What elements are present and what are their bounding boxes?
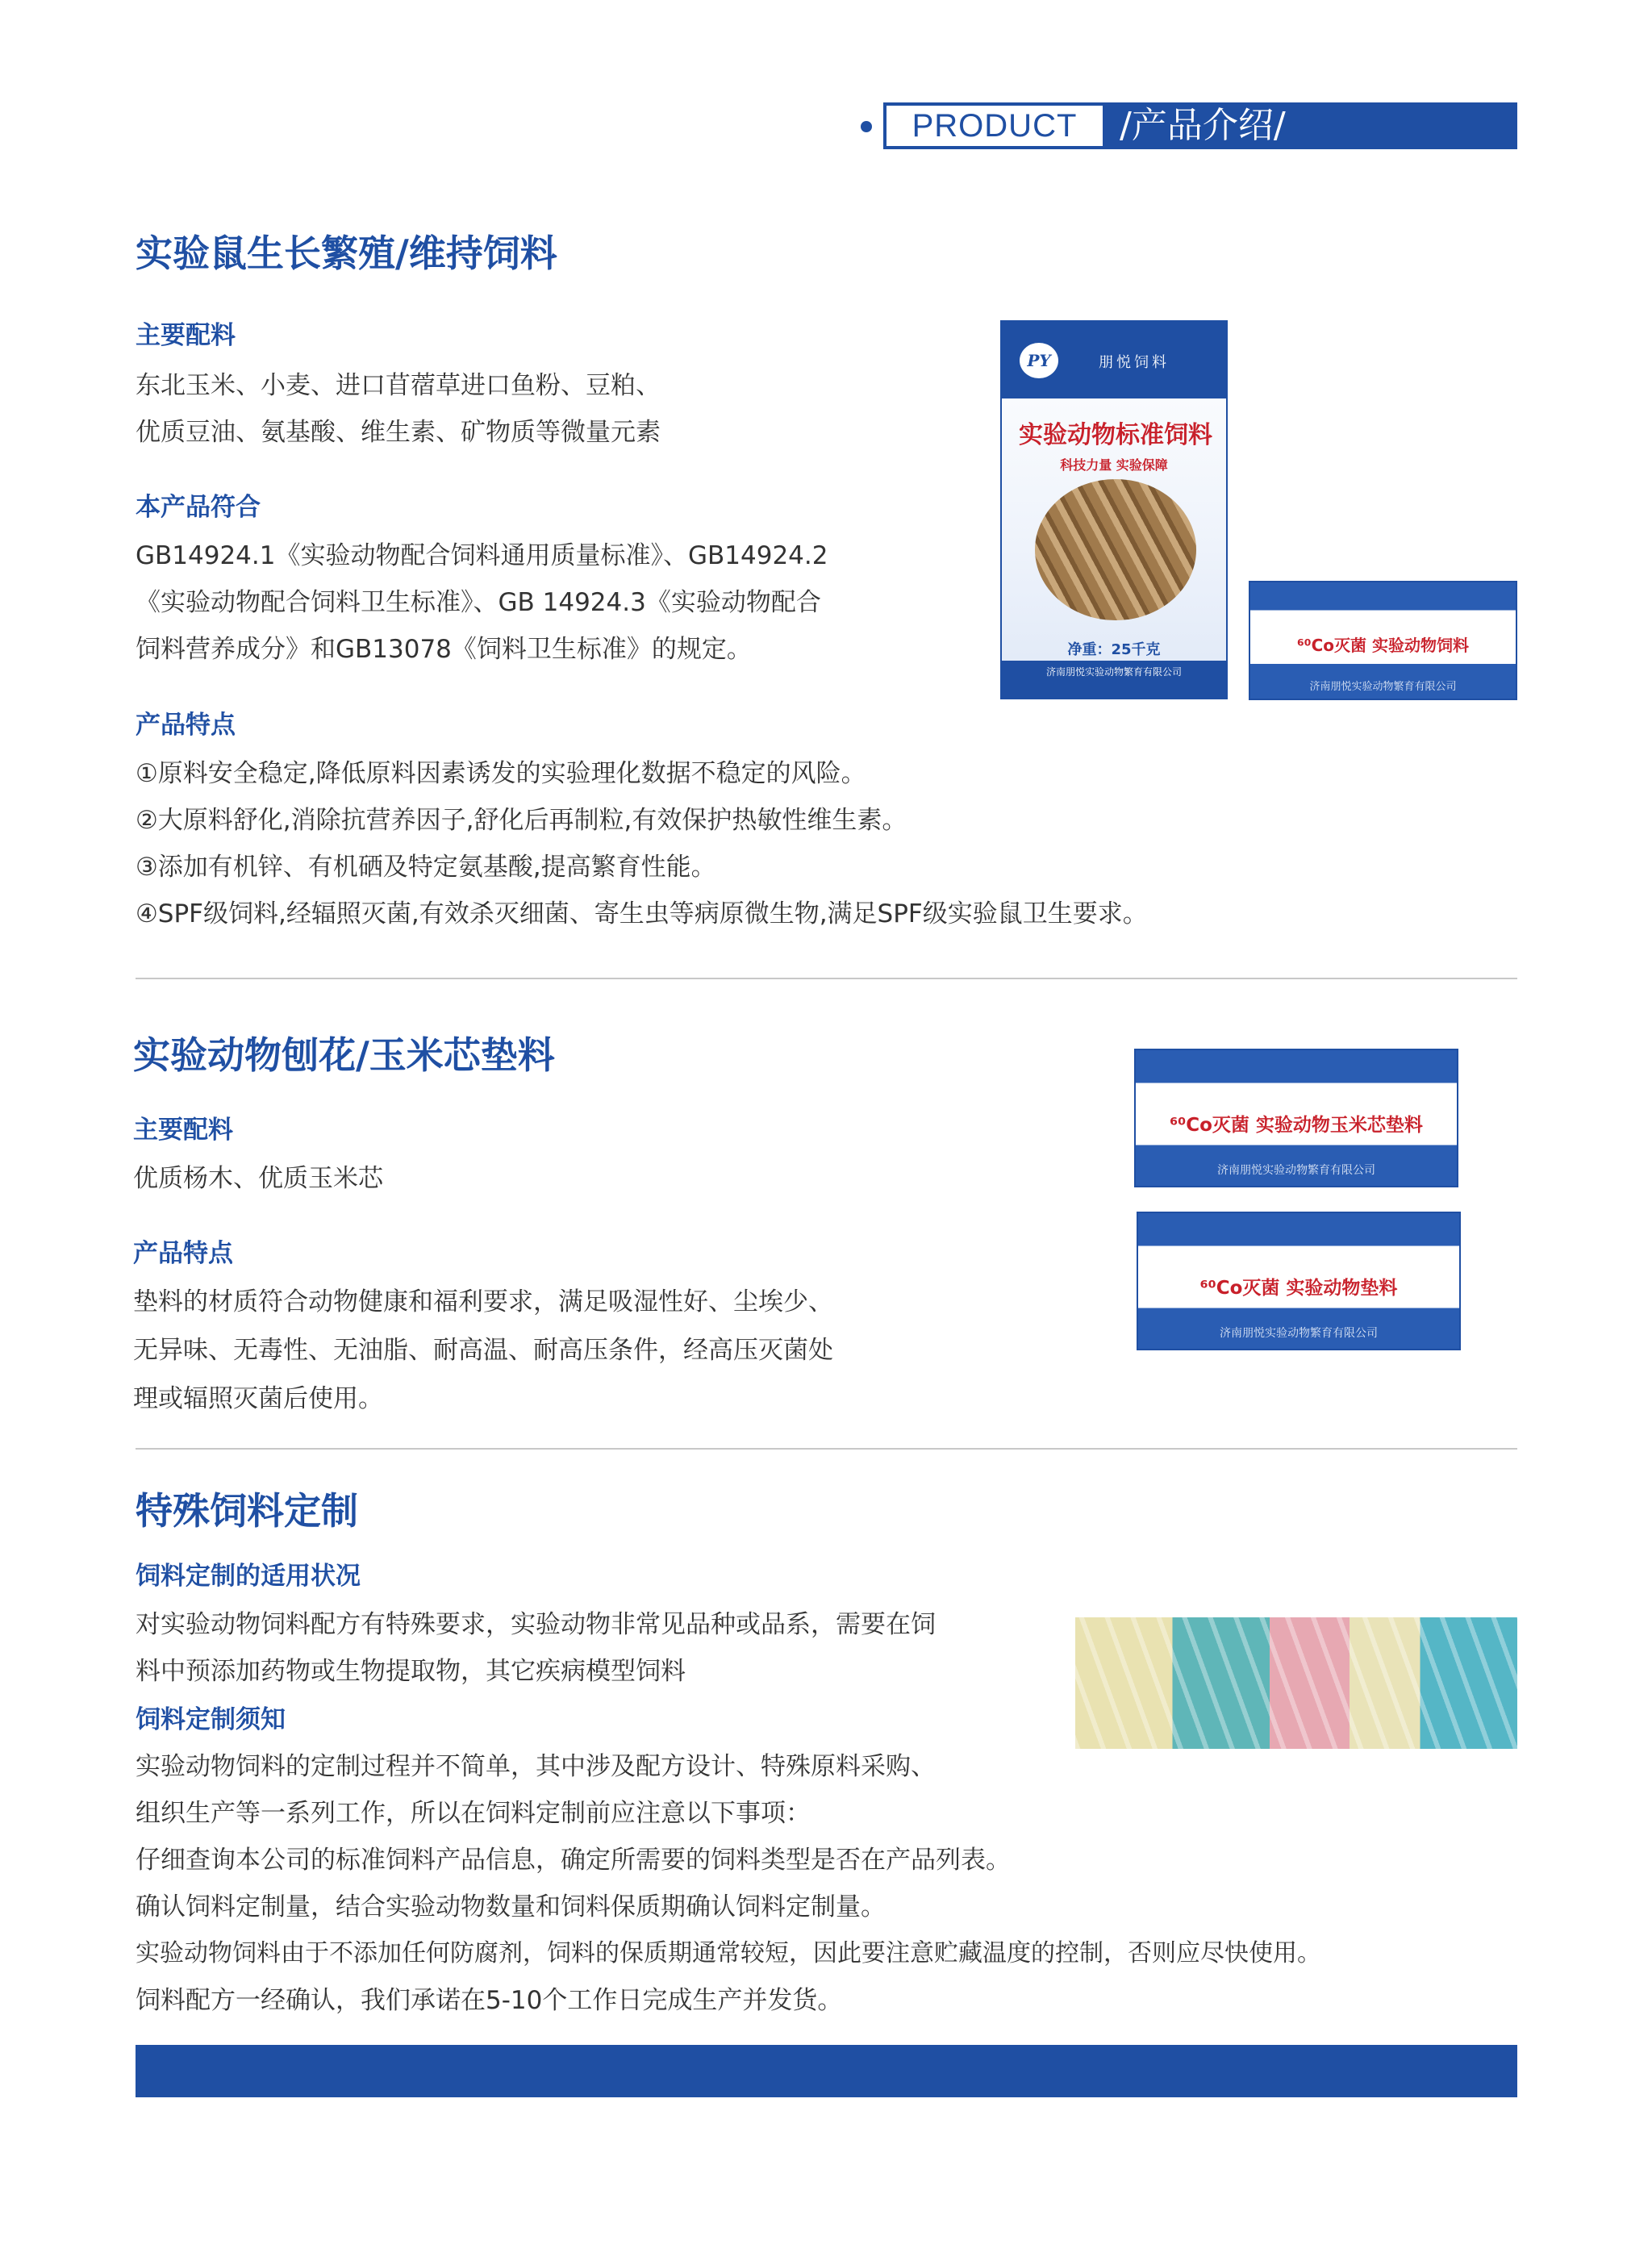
section1-standard-line: 《实验动物配合饲料卫生标准》、GB 14924.3《实验动物配合 (136, 588, 821, 617)
section-divider (136, 978, 1517, 979)
section3-notice-heading: 饲料定制须知 (136, 1705, 286, 1734)
box-label: ⁶⁰Co灭菌 实验动物玉米芯垫料 (1170, 1115, 1423, 1136)
bag-brand: 朋悦饲料 (1099, 354, 1170, 371)
box-company: 济南朋悦实验动物繁育有限公司 (1309, 681, 1457, 693)
section3-notice-line: 饲料配方一经确认，我们承诺在5-10个工作日完成生产并发货。 (136, 1986, 843, 2015)
section1-feature-line: ②大原料舒化,消除抗营养因子,舒化后再制粒,有效保护热敏性维生素。 (136, 806, 907, 835)
header-dot (861, 121, 872, 132)
header-product-label: PRODUCT (912, 108, 1078, 144)
section1-feature-line: ③添加有机锌、有机硒及特定氨基酸,提高繁育性能。 (136, 853, 716, 882)
section3-notice-line: 实验动物饲料由于不添加任何防腐剂，饲料的保质期通常较短，因此要注意贮藏温度的控制，否则应尽快使用。 (136, 1939, 1321, 1967)
section3-notice-line: 组织生产等一系列工作，所以在饲料定制前应注意以下事项： (136, 1799, 811, 1828)
section1-ingredients-line: 东北玉米、小麦、进口苜蓿草进口鱼粉、豆粕、 (136, 371, 661, 400)
section3-notice-line: 仔细查询本公司的标准饲料产品信息，确定所需要的饲料类型是否在产品列表。 (136, 1846, 1011, 1875)
section3-notice-line: 实验动物饲料的定制过程并不简单，其中涉及配方设计、特殊原料采购、 (136, 1752, 936, 1781)
section1-standard-line: GB14924.1《实验动物配合饲料通用质量标准》、GB14924.2 (136, 541, 828, 570)
section1-ingredients-line: 优质豆油、氨基酸、维生素、矿物质等微量元素 (136, 418, 661, 447)
section3-usage-heading: 饲料定制的适用状况 (136, 1562, 361, 1591)
section1-standard-line: 饲料营养成分》和GB13078《饲料卫生标准》的规定。 (136, 635, 752, 664)
bag-title: 实验动物标准饲料 (1019, 421, 1212, 449)
box-label: ⁶⁰Co灭菌 实验动物饲料 (1297, 636, 1469, 655)
bedding-box-image (1134, 1049, 1458, 1187)
section2-ingredients-heading: 主要配料 (133, 1116, 233, 1145)
section2-title: 实验动物刨花/玉米芯垫料 (133, 1033, 555, 1077)
header-cn-label: /产品介绍/ (1120, 105, 1286, 146)
brand-logo-icon: PY (1020, 343, 1058, 378)
section-divider (136, 1448, 1517, 1450)
section1-standard-heading: 本产品符合 (136, 493, 261, 522)
section1-feature-line: ④SPF级饲料,经辐照灭菌,有效杀灭细菌、寄生虫等病原微生物,满足SPF级实验鼠卫生要求。 (136, 899, 1148, 928)
pellets-photo (1035, 479, 1196, 620)
bag-slogan: 科技力量 实验保障 (1060, 457, 1168, 473)
footer-bar (136, 2045, 1517, 2097)
section3-usage-line: 料中预添加药物或生物提取物，其它疾病模型饲料 (136, 1657, 686, 1686)
section1-title: 实验鼠生长繁殖/维持饲料 (136, 232, 557, 275)
section2-ingredients-line: 优质杨木、优质玉米芯 (133, 1164, 383, 1193)
section2-feature-line: 理或辐照灭菌后使用。 (133, 1384, 383, 1413)
bag-company: 济南朋悦实验动物繁育有限公司 (1045, 666, 1182, 678)
colored-pellets-photo (1075, 1617, 1517, 1749)
section1-features-heading: 产品特点 (136, 711, 236, 740)
section2-features-heading: 产品特点 (133, 1239, 233, 1268)
section1-feature-line: ①原料安全稳定,降低原料因素诱发的实验理化数据不稳定的风险。 (136, 759, 866, 788)
box-company: 济南朋悦实验动物繁育有限公司 (1217, 1164, 1375, 1177)
box-company: 济南朋悦实验动物繁育有限公司 (1220, 1327, 1378, 1340)
section2-feature-line: 垫料的材质符合动物健康和福利要求，满足吸湿性好、尘埃少、 (133, 1287, 833, 1316)
section3-usage-line: 对实验动物饲料配方有特殊要求，实验动物非常见品种或品系，需要在饲 (136, 1610, 936, 1639)
box-label: ⁶⁰Co灭菌 实验动物垫料 (1199, 1278, 1398, 1299)
section3-notice-line: 确认饲料定制量，结合实验动物数量和饲料保质期确认饲料定制量。 (136, 1892, 886, 1921)
bedding-box-image (1137, 1212, 1461, 1350)
feed-box-image (1249, 581, 1517, 700)
bag-weight: 净重：25千克 (1067, 641, 1161, 658)
feed-bag-image (1000, 320, 1228, 699)
section3-title: 特殊饲料定制 (136, 1489, 358, 1533)
section1-ingredients-heading: 主要配料 (136, 321, 236, 350)
section2-feature-line: 无异味、无毒性、无油脂、耐高温、耐高压条件，经高压灭菌处 (133, 1336, 833, 1365)
